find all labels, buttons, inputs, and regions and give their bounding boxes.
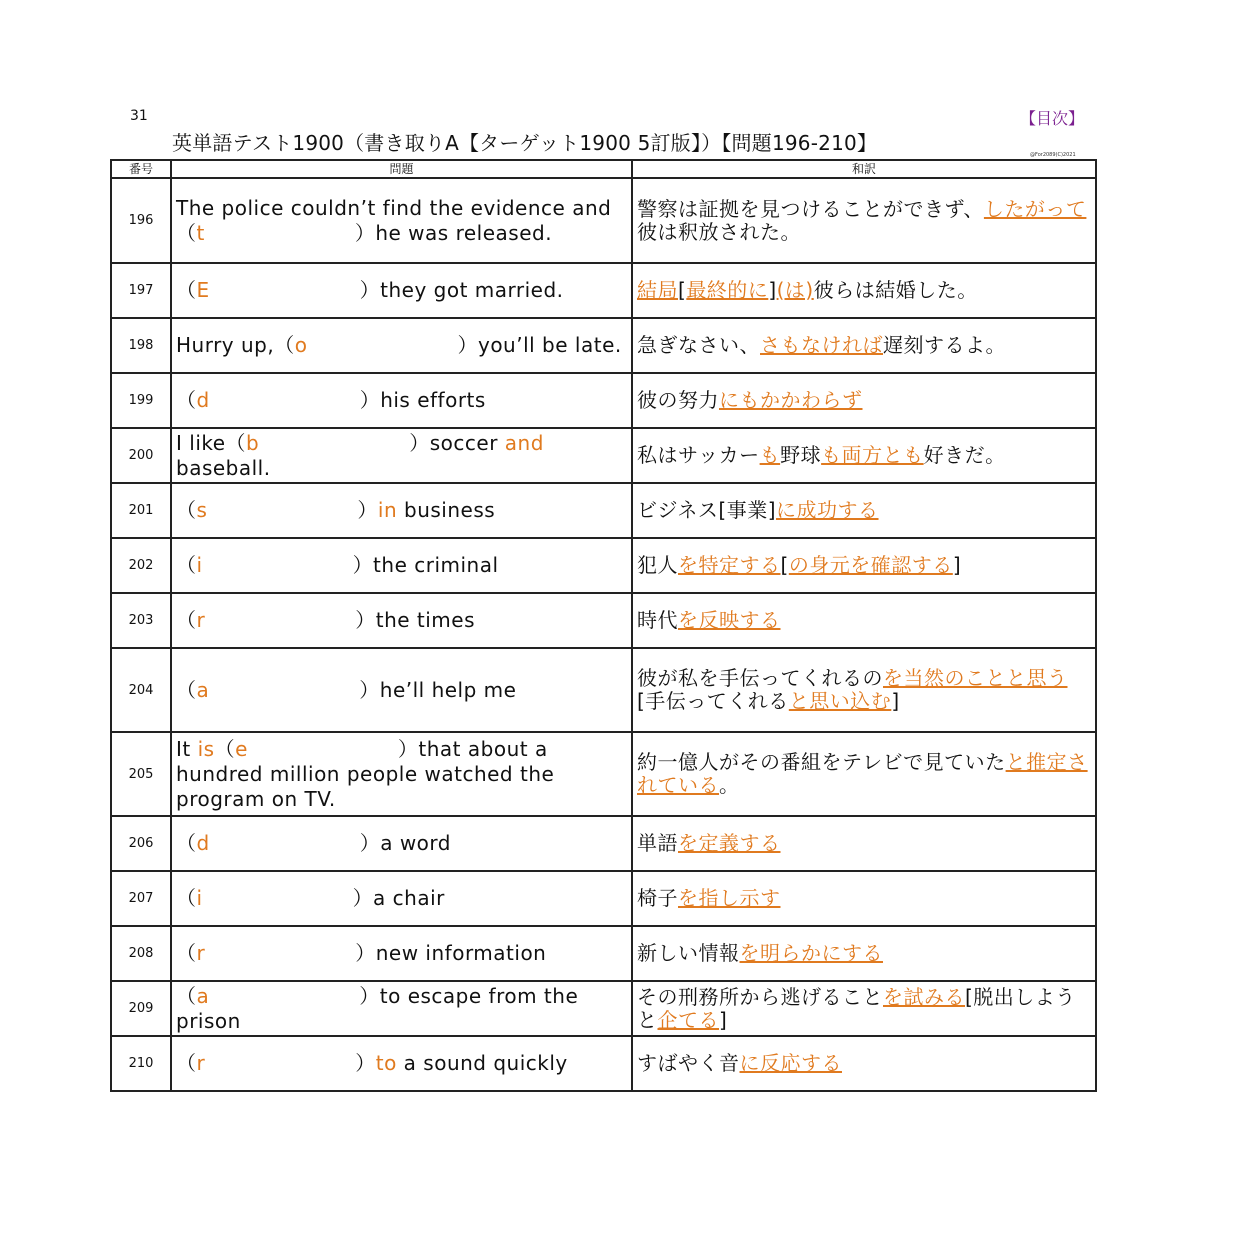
table-row [111, 428, 1096, 483]
target-phrase: を特定する [678, 553, 781, 577]
translation-cell: 新しい情報を明らかにする [632, 926, 1096, 981]
question-cell: It is（e ）that about a hundred million people watched the program on TV. [171, 732, 632, 816]
translation-cell: 約一億人がその番組をテレビで見ていたと推定されている。 [632, 732, 1096, 816]
target-phrase: を反映する [678, 608, 781, 632]
answer-hint: r [196, 1051, 206, 1075]
row-number: 196 [111, 178, 171, 263]
page-title: 英単語テスト1900（書き取りA【ターゲット1900 5訂版】）【問題196-210】 [172, 131, 878, 155]
header-number: 番号 [111, 160, 171, 178]
row-number: 200 [111, 428, 171, 483]
target-phrase: を定義する [678, 831, 781, 855]
row-number: 204 [111, 648, 171, 732]
translation-cell: すばやく音に反応する [632, 1036, 1096, 1091]
translation-cell: 椅子を指し示す [632, 871, 1096, 926]
target-phrase: にもかかわらず [719, 388, 863, 412]
target-phrase: を指し示す [678, 886, 781, 910]
question-cell: （i ）a chair [171, 871, 632, 926]
toc-link[interactable]: 【目次】 [1020, 109, 1085, 128]
row-number: 197 [111, 263, 171, 318]
question-cell: （E ）they got married. [171, 263, 632, 318]
translation-cell: 彼の努力にもかかわらず [632, 373, 1096, 428]
header-translation: 和訳 [632, 160, 1096, 178]
table-row [111, 263, 1096, 318]
page-number: 31 [130, 108, 148, 124]
question-cell: Hurry up,（o ）you’ll be late. [171, 318, 632, 373]
question-cell: （r ）the times [171, 593, 632, 648]
table-row [111, 178, 1096, 263]
answer-hint: a [196, 983, 210, 1008]
answer-hint: b [246, 430, 260, 455]
question-cell: （a ）he’ll help me [171, 648, 632, 732]
target-phrase: と推定されている [637, 750, 1088, 797]
translation-cell: 結局[最終的に](は)彼らは結婚した。 [632, 263, 1096, 318]
table-header-row [111, 160, 1096, 178]
table-row [111, 732, 1096, 816]
copyright-notice: @For2089(C)2021 [1030, 152, 1076, 158]
target-phrase: を試みる [883, 984, 965, 1009]
target-phrase: を当然のことと思う [883, 666, 1068, 690]
row-number: 201 [111, 483, 171, 538]
target-phrase: したがって [983, 196, 1087, 221]
row-number: 203 [111, 593, 171, 648]
answer-hint: t [196, 220, 205, 245]
answer-hint: d [196, 388, 210, 412]
row-number: 198 [111, 318, 171, 373]
table-row [111, 981, 1096, 1036]
quiz-table [110, 159, 1097, 1092]
row-number: 199 [111, 373, 171, 428]
row-number: 208 [111, 926, 171, 981]
question-cell: （d ）a word [171, 816, 632, 871]
table-row [111, 871, 1096, 926]
answer-hint: d [196, 831, 210, 855]
question-cell: （a ）to escape from the prison [171, 981, 632, 1036]
translation-cell: ビジネス[事業]に成功する [632, 483, 1096, 538]
translation-cell: 単語を定義する [632, 816, 1096, 871]
translation-cell: 彼が私を手伝ってくれるのを当然のことと思う[手伝ってくれると思い込む] [632, 648, 1096, 732]
answer-hint: r [196, 608, 206, 632]
table-row [111, 593, 1096, 648]
answer-hint: o [294, 333, 308, 357]
translation-cell: 犯人を特定する[の身元を確認する] [632, 538, 1096, 593]
question-cell: （r ）to a sound quickly [171, 1036, 632, 1091]
answer-hint: i [196, 886, 203, 910]
answer-hint: e [235, 736, 248, 761]
translation-cell: 時代を反映する [632, 593, 1096, 648]
answer-hint: r [196, 941, 206, 965]
question-cell: I like（b ）soccer and baseball. [171, 428, 632, 483]
translation-cell: その刑務所から逃げることを試みる[脱出しようと企てる] [632, 981, 1096, 1036]
table-row [111, 318, 1096, 373]
row-number: 205 [111, 732, 171, 816]
table-row [111, 926, 1096, 981]
target-phrase: に反応する [739, 1051, 842, 1075]
question-cell: The police couldn’t find the evidence and（t ）he was released. [171, 178, 632, 263]
row-number: 209 [111, 981, 171, 1036]
target-phrase: も [759, 443, 781, 467]
question-cell: （s ）in business [171, 483, 632, 538]
table-row [111, 483, 1096, 538]
target-phrase: さもなければ [760, 333, 883, 357]
target-phrase: に成功する [776, 498, 879, 522]
target-phrase: を明らかにする [739, 941, 883, 965]
question-cell: （r ）new information [171, 926, 632, 981]
table-row [111, 373, 1096, 428]
row-number: 210 [111, 1036, 171, 1091]
table-row [111, 1036, 1096, 1091]
table-row [111, 538, 1096, 593]
table-row [111, 648, 1096, 732]
question-cell: （i ）the criminal [171, 538, 632, 593]
row-number: 202 [111, 538, 171, 593]
target-phrase: 結局 [637, 278, 678, 302]
translation-cell: 私はサッカーも野球も両方とも好きだ。 [632, 428, 1096, 483]
header-question: 問題 [171, 160, 632, 178]
translation-cell: 警察は証拠を見つけることができず、したがって彼は釈放された。 [632, 178, 1096, 263]
question-cell: （d ）his efforts [171, 373, 632, 428]
row-number: 207 [111, 871, 171, 926]
answer-hint: E [196, 278, 210, 302]
answer-hint: i [196, 553, 203, 577]
translation-cell: 急ぎなさい、さもなければ遅刻するよ。 [632, 318, 1096, 373]
answer-hint: a [196, 677, 210, 702]
answer-hint: s [196, 498, 208, 522]
table-row [111, 816, 1096, 871]
row-number: 206 [111, 816, 171, 871]
